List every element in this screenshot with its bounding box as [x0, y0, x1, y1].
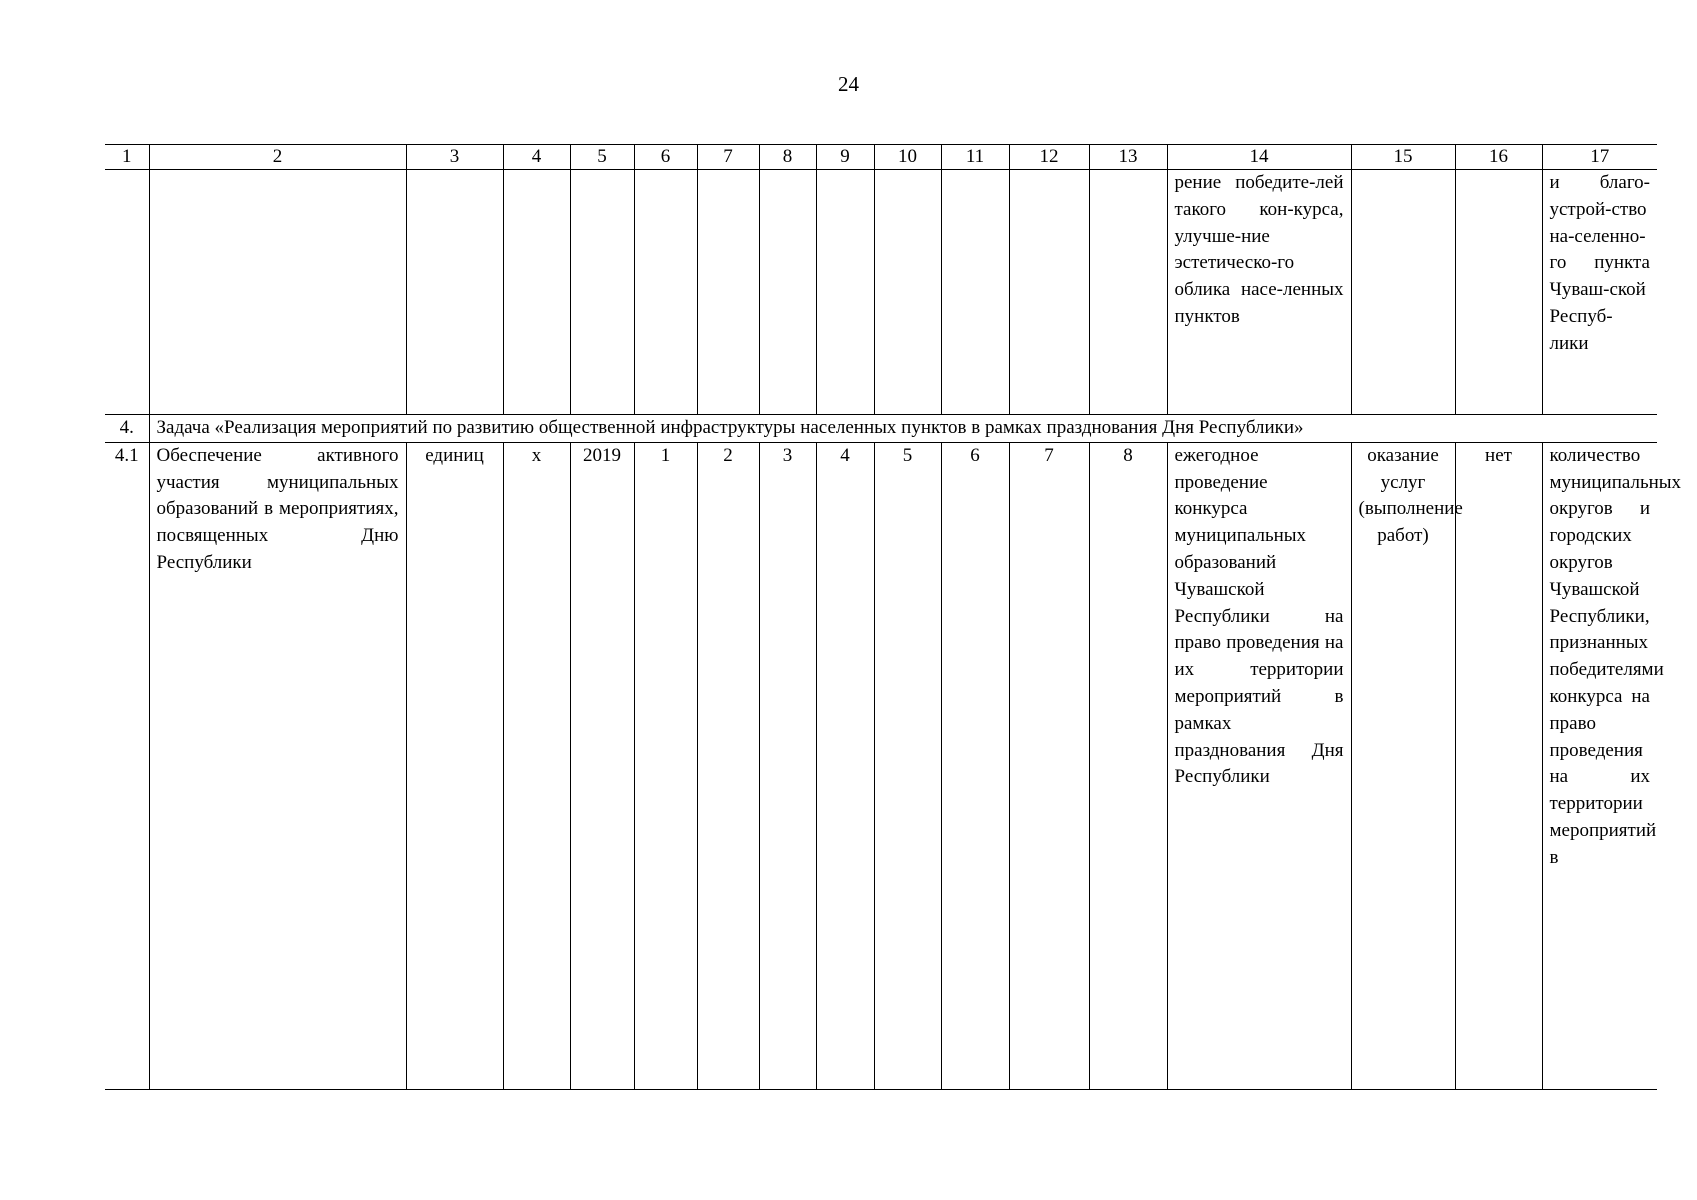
program-table	[105, 144, 1682, 1090]
work-type: оказание услуг (выполнение работ)	[1351, 442, 1455, 1089]
continuation-indicator-text: и благо-устрой-ство на-селенно-го пункта Чуваш-ской Респуб-лики	[1542, 170, 1657, 415]
column-number: 17	[1542, 145, 1657, 170]
indicator-description: количество муниципальных округов и городских округов Чувашской Республики, признанных победителями конкурса на право проведения на их территории мероприятий в	[1542, 442, 1657, 1089]
column-number: 13	[1089, 145, 1167, 170]
header-row	[105, 145, 1657, 170]
table-row	[105, 442, 1657, 1089]
column-number: 9	[816, 145, 874, 170]
item-name: Обеспечение активного участия муниципальных образований в мероприятиях, посвященных Дню Республики	[149, 442, 406, 1089]
column-number: 14	[1167, 145, 1351, 170]
column-number: 4	[503, 145, 570, 170]
column-number: 11	[941, 145, 1009, 170]
column-number: 6	[634, 145, 697, 170]
unit-cell: единиц	[406, 442, 503, 1089]
column-number: 3	[406, 145, 503, 170]
column-number: 2	[149, 145, 406, 170]
column-number: 12	[1009, 145, 1089, 170]
column-number: 10	[874, 145, 941, 170]
cell-col8: 3	[759, 442, 816, 1089]
cell-col12: 7	[1009, 442, 1089, 1089]
cell-col5: 2019	[570, 442, 634, 1089]
cell-col16: нет	[1455, 442, 1542, 1089]
item-number: 4.1	[105, 442, 149, 1089]
task-row	[105, 415, 1657, 443]
column-number: 5	[570, 145, 634, 170]
column-number: 8	[759, 145, 816, 170]
cell-col4: x	[503, 442, 570, 1089]
cell-col9: 4	[816, 442, 874, 1089]
cell-col11: 6	[941, 442, 1009, 1089]
result-description: ежегодное проведение конкурса муниципальных образований Чувашской Республики на право проведения на их территории мероприятий в рамках празднования Дня Республики	[1167, 442, 1351, 1089]
task-title: Задача «Реализация мероприятий по развитию общественной инфраструктуры населенных пунктов в рамках празднования Дня Республики»	[149, 415, 1657, 443]
continuation-row	[105, 170, 1657, 415]
column-number: 16	[1455, 145, 1542, 170]
column-number: 15	[1351, 145, 1455, 170]
continuation-result-text: рение победите-лей такого кон-курса, улучше-ние эстетическо-го облика насе-ленных пунктов	[1167, 170, 1351, 415]
cell-col10: 5	[874, 442, 941, 1089]
column-number: 7	[697, 145, 759, 170]
column-number: 1	[105, 145, 149, 170]
page-number: 24	[838, 72, 859, 96]
task-number: 4.	[105, 415, 149, 443]
cell-col13: 8	[1089, 442, 1167, 1089]
cell-col6: 1	[634, 442, 697, 1089]
cell-col7: 2	[697, 442, 759, 1089]
